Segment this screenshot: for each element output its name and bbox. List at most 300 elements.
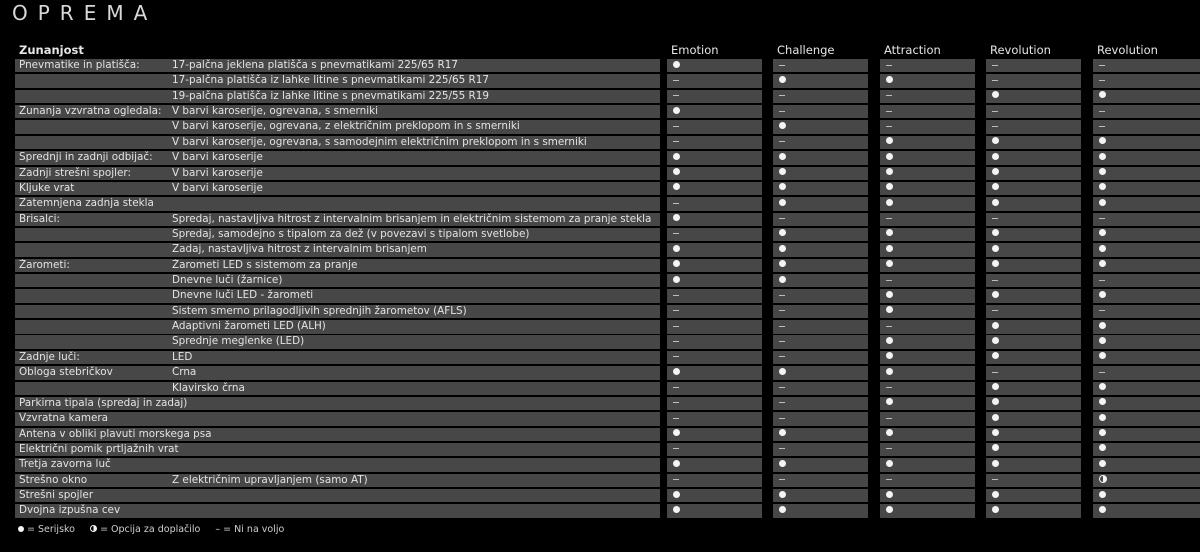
availability-cell	[1093, 428, 1200, 441]
availability-cell	[773, 105, 868, 118]
not-available-dash-icon	[779, 95, 785, 96]
not-available-dash-icon	[673, 387, 679, 388]
feature-label: Pnevmatike in platišča:	[19, 59, 140, 71]
standard-dot-icon	[886, 429, 893, 436]
feature-cell	[15, 105, 660, 118]
standard-dot-icon	[992, 245, 999, 252]
not-available-dash-icon	[992, 65, 998, 66]
feature-label: Dvojna izpušna cev	[19, 504, 121, 517]
availability-cell	[880, 412, 975, 425]
feature-label: Zadnji strešni spojler:	[19, 166, 131, 179]
availability-cell	[986, 320, 1081, 333]
standard-dot-icon	[1099, 322, 1106, 329]
availability-cell	[773, 366, 868, 379]
availability-cell	[880, 351, 975, 364]
standard-dot-icon	[673, 153, 680, 160]
standard-dot-icon	[886, 168, 893, 175]
availability-cell	[1093, 504, 1200, 517]
feature-detail: V barvi karoserije, ogrevana, s samodejnim električnim preklopom in s smerniki	[172, 135, 587, 148]
standard-dot-icon	[1099, 414, 1106, 421]
not-available-dash-icon	[673, 356, 679, 357]
availability-cell	[1093, 351, 1200, 364]
availability-cell	[1093, 259, 1200, 272]
not-available-dash-icon	[673, 295, 679, 296]
filled-dot-icon	[18, 526, 24, 532]
availability-cell	[1093, 74, 1200, 87]
feature-detail: V barvi karoserije	[172, 166, 263, 179]
not-available-dash-icon	[1099, 80, 1105, 81]
availability-cell	[986, 428, 1081, 441]
availability-cell	[1093, 443, 1200, 456]
availability-cell	[880, 74, 975, 87]
not-available-dash-icon	[673, 341, 679, 342]
feature-cell	[15, 243, 660, 256]
not-available-dash-icon	[992, 80, 998, 81]
feature-cell	[15, 366, 660, 379]
not-available-dash-icon	[673, 479, 679, 480]
standard-dot-icon	[673, 429, 680, 436]
feature-cell	[15, 136, 660, 149]
feature-cell	[15, 504, 660, 517]
not-available-dash-icon	[1099, 111, 1105, 112]
availability-cell	[880, 213, 975, 226]
feature-cell	[15, 458, 660, 471]
feature-detail: Adaptivni žarometi LED (ALH)	[172, 320, 326, 333]
standard-dot-icon	[886, 337, 893, 344]
feature-cell	[15, 428, 660, 441]
availability-cell	[773, 213, 868, 226]
availability-cell	[986, 289, 1081, 302]
feature-cell	[15, 489, 660, 502]
availability-cell	[880, 105, 975, 118]
availability-cell	[667, 474, 762, 487]
standard-dot-icon	[992, 91, 999, 98]
standard-dot-icon	[992, 506, 999, 513]
standard-dot-icon	[1099, 183, 1106, 190]
standard-dot-icon	[779, 460, 786, 467]
availability-cell	[773, 197, 868, 210]
feature-detail: Sprednje meglenke (LED)	[172, 335, 305, 348]
availability-cell	[880, 243, 975, 256]
availability-cell	[667, 197, 762, 210]
feature-detail: Klavirsko črna	[172, 381, 245, 394]
availability-cell	[667, 228, 762, 241]
availability-cell	[880, 382, 975, 395]
not-available-dash-icon	[886, 111, 892, 112]
availability-cell	[667, 504, 762, 517]
standard-dot-icon	[673, 168, 680, 175]
standard-dot-icon	[1099, 383, 1106, 390]
feature-cell	[15, 289, 660, 302]
availability-cell	[773, 351, 868, 364]
standard-dot-icon	[779, 429, 786, 436]
standard-dot-icon	[1099, 429, 1106, 436]
standard-dot-icon	[1099, 229, 1106, 236]
standard-dot-icon	[992, 153, 999, 160]
standard-dot-icon	[886, 183, 893, 190]
feature-label: Antena v obliki plavuti morskega psa	[19, 427, 212, 440]
availability-cell	[773, 335, 868, 348]
not-available-dash-icon	[673, 448, 679, 449]
availability-cell	[986, 443, 1081, 456]
availability-cell	[1093, 213, 1200, 226]
standard-dot-icon	[673, 491, 680, 498]
availability-cell	[667, 120, 762, 133]
standard-dot-icon	[779, 245, 786, 252]
standard-dot-icon	[992, 260, 999, 267]
standard-dot-icon	[1099, 506, 1106, 513]
standard-dot-icon	[673, 276, 680, 283]
availability-cell	[667, 351, 762, 364]
feature-label: Električni pomik prtljažnih vrat	[19, 442, 179, 455]
standard-dot-icon	[992, 491, 999, 498]
standard-dot-icon	[779, 76, 786, 83]
standard-dot-icon	[1099, 91, 1106, 98]
standard-dot-icon	[779, 122, 786, 129]
availability-cell	[880, 90, 975, 103]
availability-cell	[773, 320, 868, 333]
feature-detail: V barvi karoserije, ogrevana, z električnim preklopom in s smerniki	[172, 120, 520, 133]
feature-label: Tretja zavorna luč	[19, 458, 111, 471]
feature-detail: Sistem smerno prilagodljivih sprednjih žarometov (AFLS)	[172, 304, 467, 317]
standard-dot-icon	[779, 183, 786, 190]
availability-cell	[1093, 382, 1200, 395]
feature-detail: 19-palčna platišča iz lahke litine s pnevmatikami 225/55 R19	[172, 89, 489, 102]
not-available-dash-icon	[779, 111, 785, 112]
availability-cell	[667, 397, 762, 410]
standard-dot-icon	[1099, 491, 1106, 498]
standard-dot-icon	[673, 245, 680, 252]
availability-cell	[1093, 289, 1200, 302]
availability-cell	[986, 90, 1081, 103]
availability-cell	[1093, 120, 1200, 133]
standard-dot-icon	[1099, 260, 1106, 267]
not-available-dash-icon	[673, 203, 679, 204]
feature-cell	[15, 182, 660, 195]
standard-dot-icon	[1099, 245, 1106, 252]
not-available-dash-icon	[779, 418, 785, 419]
availability-cell	[667, 366, 762, 379]
feature-cell	[15, 305, 660, 318]
standard-dot-icon	[886, 76, 893, 83]
availability-cell	[880, 289, 975, 302]
standard-dot-icon	[673, 214, 680, 221]
standard-dot-icon	[992, 291, 999, 298]
availability-cell	[986, 351, 1081, 364]
standard-dot-icon	[992, 444, 999, 451]
availability-cell	[986, 213, 1081, 226]
feature-label: Strešni spojler	[19, 489, 94, 502]
feature-detail: Črna	[172, 366, 197, 379]
availability-cell	[667, 305, 762, 318]
availability-cell	[986, 366, 1081, 379]
availability-cell	[880, 136, 975, 149]
availability-cell	[986, 243, 1081, 256]
not-available-dash-icon	[1099, 310, 1105, 311]
feature-cell	[15, 412, 660, 425]
availability-cell	[667, 59, 762, 72]
feature-cell	[15, 474, 660, 487]
standard-dot-icon	[992, 337, 999, 344]
availability-cell	[986, 474, 1081, 487]
standard-dot-icon	[886, 229, 893, 236]
availability-cell	[1093, 458, 1200, 471]
availability-cell	[1093, 489, 1200, 502]
availability-cell	[1093, 182, 1200, 195]
feature-label: Zunanja vzvratna ogledala:	[19, 105, 162, 118]
feature-label: Obloga stebričkov	[19, 366, 113, 379]
feature-label: Kljuke vrat	[19, 181, 75, 194]
availability-cell	[667, 274, 762, 287]
standard-dot-icon	[779, 229, 786, 236]
standard-dot-icon	[1099, 168, 1106, 175]
feature-cell	[15, 120, 660, 133]
not-available-dash-icon	[992, 126, 998, 127]
availability-cell	[1093, 228, 1200, 241]
standard-dot-icon	[992, 460, 999, 467]
availability-cell	[667, 458, 762, 471]
standard-dot-icon	[779, 506, 786, 513]
availability-cell	[773, 90, 868, 103]
availability-cell	[773, 289, 868, 302]
feature-cell	[15, 351, 660, 364]
standard-dot-icon	[779, 199, 786, 206]
availability-cell	[667, 335, 762, 348]
not-available-dash-icon	[779, 310, 785, 311]
availability-cell	[880, 182, 975, 195]
feature-detail: Z električnim upravljanjem (samo AT)	[172, 473, 368, 486]
availability-cell	[1093, 105, 1200, 118]
feature-detail: Spredaj, samodejno s tipalom za dež (v povezavi s tipalom svetlobe)	[172, 227, 530, 240]
standard-dot-icon	[1099, 199, 1106, 206]
feature-detail: V barvi karoserije	[172, 181, 263, 194]
feature-label: Sprednji in zadnji odbijač:	[19, 151, 153, 164]
availability-cell	[1093, 320, 1200, 333]
availability-cell	[880, 489, 975, 502]
not-available-dash-icon	[886, 218, 892, 219]
not-available-dash-icon	[673, 80, 679, 81]
column-header-revolution: Revolution	[990, 43, 1051, 57]
standard-dot-icon	[1099, 460, 1106, 467]
availability-cell	[667, 136, 762, 149]
availability-cell	[1093, 151, 1200, 164]
availability-cell	[667, 320, 762, 333]
not-available-dash-icon	[673, 418, 679, 419]
availability-cell	[1093, 243, 1200, 256]
availability-cell	[880, 428, 975, 441]
standard-dot-icon	[886, 368, 893, 375]
standard-dot-icon	[886, 398, 893, 405]
not-available-dash-icon	[886, 479, 892, 480]
availability-cell	[773, 504, 868, 517]
feature-cell	[15, 335, 660, 348]
availability-cell	[986, 397, 1081, 410]
standard-dot-icon	[779, 491, 786, 498]
availability-cell	[773, 243, 868, 256]
standard-dot-icon	[779, 260, 786, 267]
standard-dot-icon	[1099, 337, 1106, 344]
standard-dot-icon	[673, 61, 680, 68]
availability-cell	[667, 90, 762, 103]
availability-cell	[773, 259, 868, 272]
feature-cell	[15, 382, 660, 395]
feature-label: Zatemnjena zadnja stekla	[19, 197, 154, 210]
not-available-dash-icon	[673, 326, 679, 327]
feature-detail: LED	[172, 350, 193, 363]
availability-cell	[773, 167, 868, 180]
not-available-dash-icon	[886, 326, 892, 327]
standard-dot-icon	[886, 352, 893, 359]
feature-cell	[15, 74, 660, 87]
availability-cell	[1093, 305, 1200, 318]
standard-dot-icon	[992, 352, 999, 359]
availability-cell	[667, 289, 762, 302]
not-available-dash-icon	[779, 356, 785, 357]
standard-dot-icon	[992, 168, 999, 175]
not-available-dash-icon	[1099, 65, 1105, 66]
availability-cell	[986, 105, 1081, 118]
availability-cell	[986, 167, 1081, 180]
availability-cell	[1093, 136, 1200, 149]
availability-cell	[773, 59, 868, 72]
availability-cell	[667, 74, 762, 87]
availability-cell	[773, 305, 868, 318]
not-available-dash-icon	[673, 95, 679, 96]
feature-cell	[15, 197, 660, 210]
feature-cell	[15, 228, 660, 241]
availability-cell	[880, 274, 975, 287]
availability-cell	[667, 105, 762, 118]
standard-dot-icon	[1099, 444, 1106, 451]
not-available-dash-icon	[886, 448, 892, 449]
availability-cell	[986, 259, 1081, 272]
availability-cell	[880, 167, 975, 180]
standard-dot-icon	[673, 368, 680, 375]
availability-cell	[667, 428, 762, 441]
availability-cell	[880, 474, 975, 487]
availability-cell	[773, 382, 868, 395]
availability-cell	[986, 197, 1081, 210]
not-available-dash-icon	[1099, 280, 1105, 281]
availability-cell	[880, 458, 975, 471]
availability-cell	[986, 59, 1081, 72]
standard-dot-icon	[992, 414, 999, 421]
feature-detail: Zadaj, nastavljiva hitrost z intervalnim brisanjem	[172, 243, 427, 256]
standard-dot-icon	[992, 383, 999, 390]
availability-cell	[773, 489, 868, 502]
availability-cell	[1093, 59, 1200, 72]
availability-cell	[986, 305, 1081, 318]
feature-detail: Dnevne luči (žarnice)	[172, 274, 283, 287]
feature-cell	[15, 167, 660, 180]
feature-detail: V barvi karoserije, ogrevana, s smerniki	[172, 105, 379, 118]
optional-half-dot-icon	[1099, 475, 1107, 483]
feature-cell	[15, 90, 660, 103]
not-available-dash-icon	[1099, 218, 1105, 219]
legend-standard: = Serijsko	[18, 524, 75, 535]
not-available-dash-icon	[886, 387, 892, 388]
availability-cell	[667, 182, 762, 195]
not-available-dash-icon	[779, 326, 785, 327]
not-available-dash-icon	[673, 310, 679, 311]
not-available-dash-icon	[779, 295, 785, 296]
not-available-dash-icon	[1099, 126, 1105, 127]
not-available-dash-icon	[779, 218, 785, 219]
standard-dot-icon	[673, 260, 680, 267]
feature-cell	[15, 259, 660, 272]
feature-label: Brisalci:	[19, 212, 61, 225]
feature-cell	[15, 320, 660, 333]
availability-cell	[986, 120, 1081, 133]
not-available-dash-icon	[673, 141, 679, 142]
standard-dot-icon	[673, 460, 680, 467]
not-available-dash-icon	[779, 387, 785, 388]
availability-cell	[880, 397, 975, 410]
not-available-dash-icon	[886, 418, 892, 419]
column-header-attraction: Attraction	[884, 43, 941, 57]
feature-cell	[15, 151, 660, 164]
standard-dot-icon	[886, 199, 893, 206]
availability-cell	[986, 228, 1081, 241]
availability-cell	[1093, 167, 1200, 180]
standard-dot-icon	[1099, 291, 1106, 298]
availability-cell	[773, 443, 868, 456]
availability-cell	[667, 151, 762, 164]
column-header-emotion: Emotion	[671, 43, 719, 57]
availability-cell	[667, 259, 762, 272]
not-available-dash-icon	[992, 218, 998, 219]
section-heading: Zunanjost	[19, 43, 84, 57]
standard-dot-icon	[779, 276, 786, 283]
availability-cell	[1093, 412, 1200, 425]
availability-cell	[1093, 366, 1200, 379]
availability-cell	[773, 182, 868, 195]
standard-dot-icon	[992, 322, 999, 329]
feature-label: Vzvratna kamera	[19, 412, 109, 425]
standard-dot-icon	[992, 398, 999, 405]
not-available-dash-icon	[779, 65, 785, 66]
availability-cell	[1093, 397, 1200, 410]
standard-dot-icon	[1099, 352, 1106, 359]
not-available-dash-icon	[992, 280, 998, 281]
availability-cell	[667, 167, 762, 180]
availability-cell	[773, 228, 868, 241]
availability-cell	[986, 274, 1081, 287]
standard-dot-icon	[992, 183, 999, 190]
availability-cell	[1093, 335, 1200, 348]
standard-dot-icon	[779, 368, 786, 375]
standard-dot-icon	[1099, 137, 1106, 144]
standard-dot-icon	[673, 506, 680, 513]
standard-dot-icon	[886, 306, 893, 313]
availability-cell	[880, 320, 975, 333]
availability-cell	[773, 397, 868, 410]
half-dot-icon	[90, 525, 97, 532]
availability-cell	[986, 458, 1081, 471]
feature-detail: V barvi karoserije	[172, 151, 263, 164]
not-available-dash-icon	[779, 141, 785, 142]
feature-cell	[15, 443, 660, 456]
page-title: OPREMA	[12, 1, 158, 25]
standard-dot-icon	[886, 291, 893, 298]
availability-cell	[773, 458, 868, 471]
standard-dot-icon	[886, 137, 893, 144]
not-available-dash-icon	[673, 233, 679, 234]
not-available-dash-icon	[992, 372, 998, 373]
availability-cell	[880, 120, 975, 133]
not-available-dash-icon	[1099, 372, 1105, 373]
feature-label: Žarometi:	[19, 258, 70, 271]
